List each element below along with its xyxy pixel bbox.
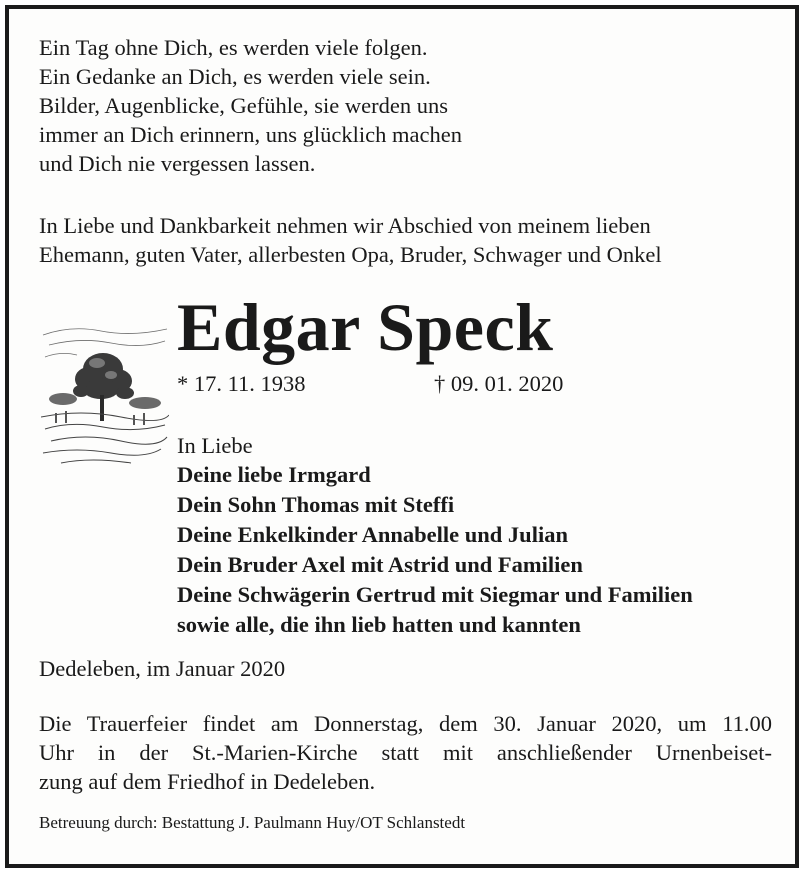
obituary-notice	[5, 5, 799, 868]
birth-date: * 17. 11. 1938	[177, 371, 306, 396]
mourners-list	[177, 460, 693, 640]
mourner-line: Deine Enkelkinder Annabelle und Julian	[177, 522, 568, 547]
funeral-info	[39, 709, 772, 796]
poem-line: Ein Gedanke an Dich, es werden viele sein.	[39, 64, 431, 89]
mourner-line: sowie alle, die ihn lieb hatten und kannten	[177, 612, 581, 637]
intro-line: In Liebe und Dankbarkeit nehmen wir Abschied von meinem lieben	[39, 213, 651, 238]
deceased-name: Edgar Speck	[177, 289, 554, 365]
intro-line: Ehemann, guten Vater, allerbesten Opa, Bruder, Schwager und Onkel	[39, 242, 662, 267]
tree-landscape-image	[41, 317, 169, 467]
poem-line: und Dich nie vergessen lassen.	[39, 151, 316, 176]
place-date: Dedeleben, im Januar 2020	[39, 656, 286, 681]
funeral-line: zung auf dem Friedhof in Dedeleben.	[39, 769, 376, 794]
memorial-poem	[39, 33, 462, 178]
mourner-line: Deine liebe Irmgard	[177, 462, 371, 487]
farewell-intro	[39, 211, 662, 269]
mourners-opening: In Liebe	[177, 433, 253, 458]
funeral-line: Uhr in der St.-Marien-Kirche statt mit anschließender Urnenbeiset-	[39, 740, 772, 765]
poem-line: Ein Tag ohne Dich, es werden viele folgen.	[39, 35, 428, 60]
death-date: † 09. 01. 2020	[434, 371, 564, 396]
poem-line: immer an Dich erinnern, uns glücklich machen	[39, 122, 462, 147]
mourner-line: Dein Bruder Axel mit Astrid und Familien	[177, 552, 583, 577]
mourner-line: Dein Sohn Thomas mit Steffi	[177, 492, 455, 517]
mourner-line: Deine Schwägerin Gertrud mit Siegmar und Familien	[177, 582, 693, 607]
undertaker-credit: Betreuung durch: Bestattung J. Paulmann Huy/OT Schlanstedt	[39, 813, 466, 832]
poem-line: Bilder, Augenblicke, Gefühle, sie werden uns	[39, 93, 448, 118]
funeral-line: Die Trauerfeier findet am Donnerstag, dem 30. Januar 2020, um 11.00	[39, 711, 772, 736]
